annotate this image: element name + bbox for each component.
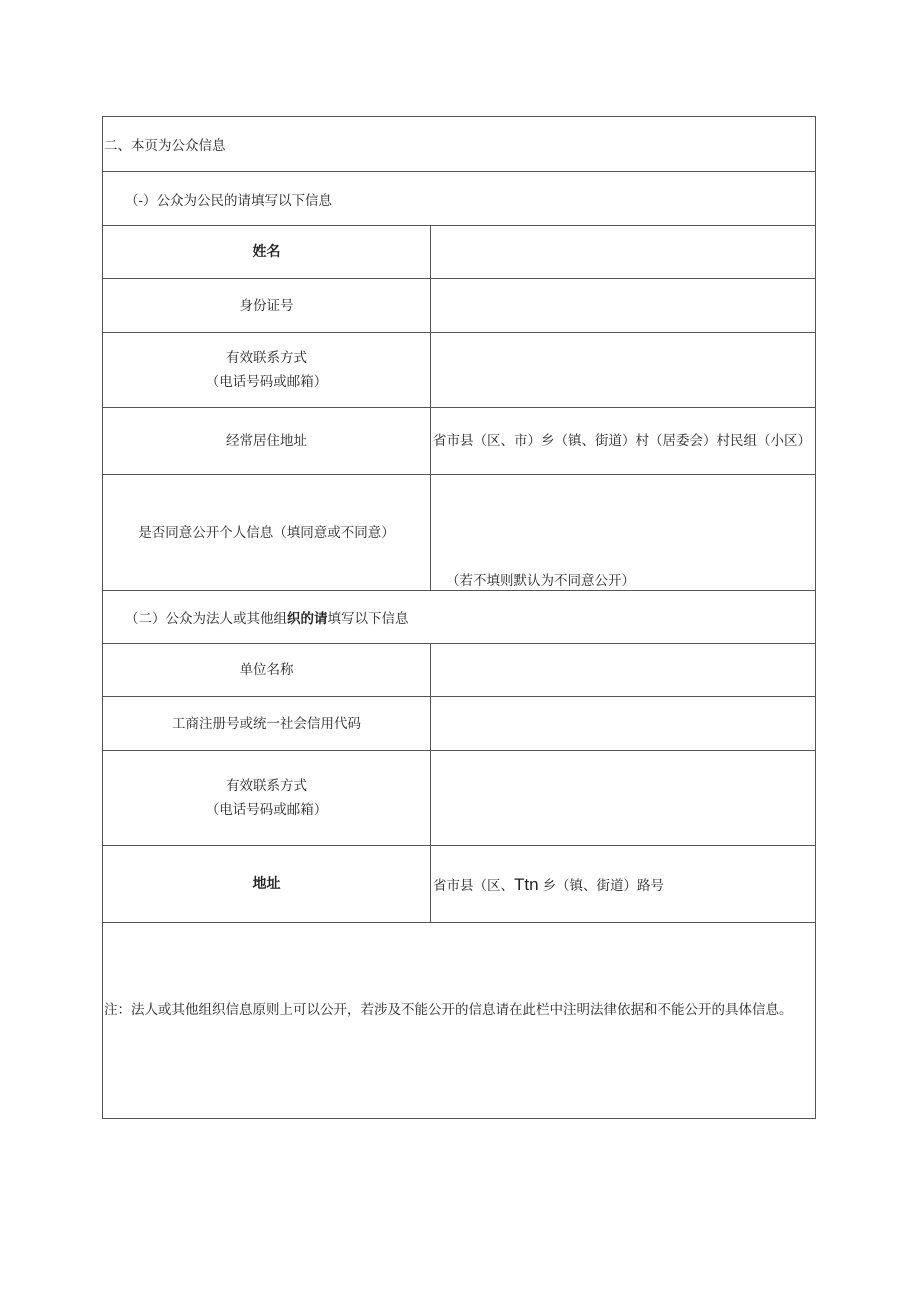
org-address-part3: 乡（镇、街道）路号 [542, 877, 665, 894]
registration-number-field[interactable] [431, 697, 815, 750]
organization-contact-field[interactable] [431, 751, 815, 845]
public-info-form [102, 116, 816, 1119]
organization-contact-row [103, 751, 815, 846]
consent-field[interactable] [431, 475, 815, 590]
unit-name-field[interactable] [431, 644, 815, 696]
citizen-contact-field[interactable] [431, 333, 815, 407]
citizen-heading: （-）公众为公民的请填写以下信息 [125, 192, 333, 209]
organization-address-label: 地址 [103, 846, 431, 922]
registration-row [103, 697, 815, 751]
citizen-address-row [103, 408, 815, 475]
org-address-part2: Ttn [514, 874, 539, 894]
name-field[interactable] [431, 226, 815, 278]
contact-label-line2: （电话号码或邮箱） [205, 374, 328, 390]
consent-note: （若不填则默认为不同意公开） [446, 573, 635, 589]
org-contact-label-line1: 有效联系方式 [226, 778, 307, 794]
consent-label: 是否同意公开个人信息（填同意或不同意） [103, 475, 431, 590]
id-number-label: 身份证号 [103, 279, 431, 332]
org-contact-label-line2: （电话号码或邮箱） [205, 802, 328, 818]
section-title-row [103, 117, 815, 172]
note-text: 注：法人或其他组织信息原则上可以公开，若涉及不能公开的信息请在此栏中注明法律依据和不能公开的具体信息。 [104, 1002, 793, 1018]
organization-heading [125, 607, 409, 627]
organization-address-template [433, 874, 664, 895]
organization-heading-row [103, 591, 815, 644]
organization-address-row [103, 846, 815, 923]
registration-number-label: 工商注册号或统一社会信用代码 [103, 697, 431, 750]
contact-label-line1: 有效联系方式 [226, 350, 307, 366]
org-address-part1: 省市县（区、 [433, 877, 514, 894]
section-title: 二、本页为公众信息 [104, 138, 226, 154]
consent-row [103, 475, 815, 591]
organization-contact-label [103, 751, 431, 845]
id-number-field[interactable] [431, 279, 815, 332]
citizen-name-row [103, 226, 815, 279]
citizen-heading-row [103, 172, 815, 226]
residence-address-template: 省市县（区、市）乡（镇、街道）村（居委会）村民组（小区） [433, 432, 811, 449]
organization-heading-part1: （二）公众为法人或其他组 [125, 611, 287, 627]
residence-address-label: 经常居住地址 [103, 408, 431, 474]
unit-name-label: 单位名称 [103, 644, 431, 696]
citizen-contact-row [103, 333, 815, 408]
note-row [103, 923, 815, 1118]
organization-heading-part2: 织的请 [287, 611, 328, 627]
citizen-id-row [103, 279, 815, 333]
citizen-contact-label [103, 333, 431, 407]
name-label: 姓名 [103, 226, 431, 278]
organization-address-field[interactable] [431, 846, 815, 922]
unit-name-row [103, 644, 815, 697]
residence-address-field[interactable] [431, 408, 815, 474]
organization-heading-part3: 填写以下信息 [327, 611, 409, 627]
